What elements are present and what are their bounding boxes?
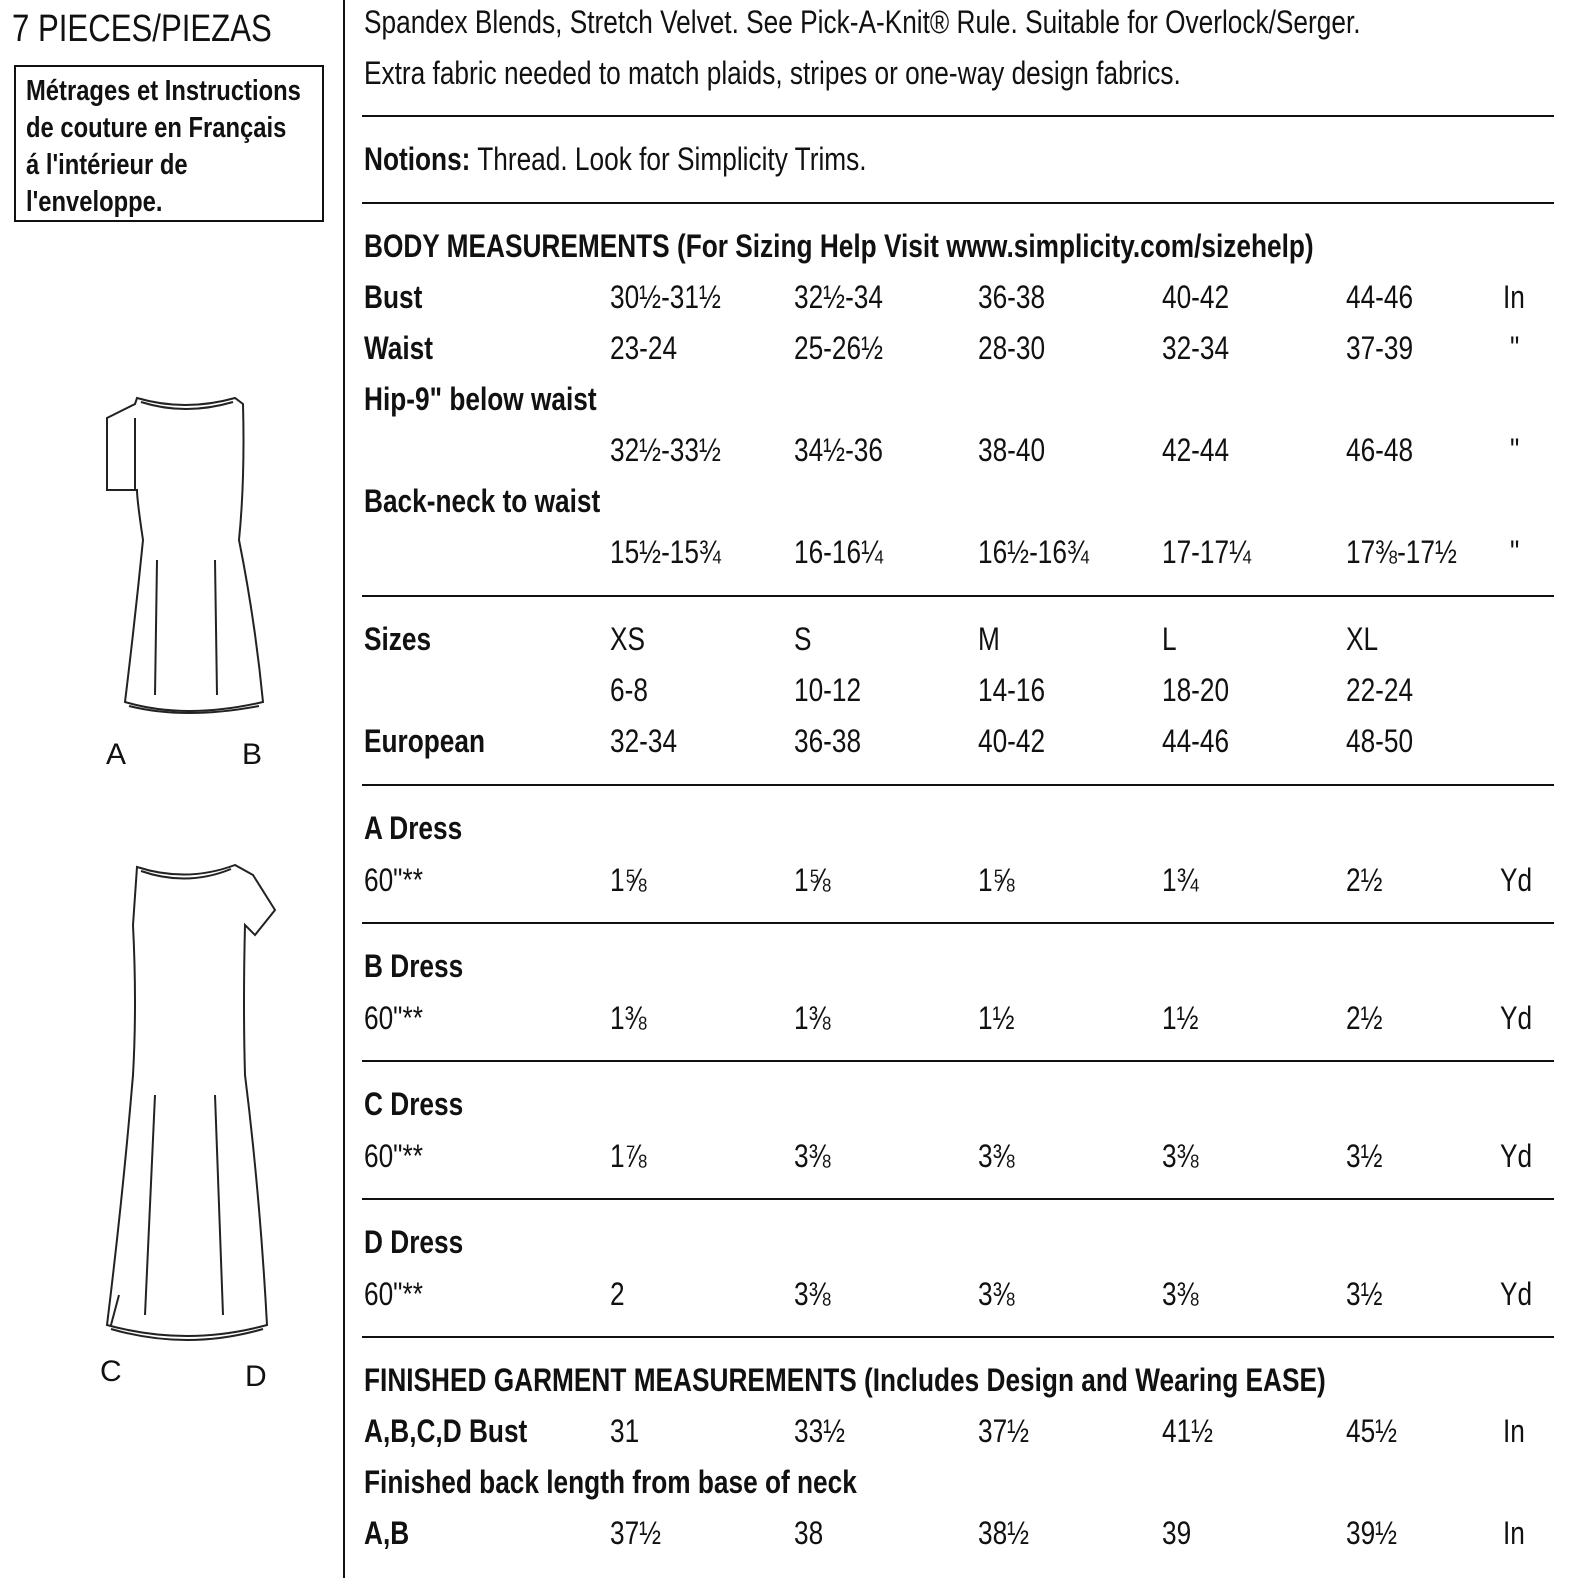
finished-bust-unit: In [1503,1413,1525,1449]
dress-yardage: 1⅝ [978,862,1015,898]
finished-bust-value: 33½ [794,1413,846,1449]
dress-yardage: 1¾ [1162,862,1199,898]
divider [362,1198,1554,1200]
finished-ab-value: 39 [1162,1515,1192,1551]
finished-bust-value: 31 [610,1413,640,1449]
finished-length-label: Finished back length from base of neck [364,1464,857,1500]
back-neck-unit: " [1510,534,1520,570]
view-label-c: C [100,1355,122,1388]
bust-value: 36-38 [978,279,1046,315]
size-letter: L [1162,621,1177,657]
waist-value: 32-34 [1162,330,1230,366]
view-label-b: B [242,738,263,771]
bust-label: Bust [364,279,423,315]
back-neck-value: 17⅜-17½ [1346,534,1457,570]
dress-yardage: 3⅜ [1162,1276,1199,1312]
dress-yardage: 1⅜ [610,1000,647,1036]
size-letter: S [794,621,812,657]
european-size: 40-42 [978,723,1046,759]
size-letter: XS [610,621,646,657]
waist-value: 25-26½ [794,330,883,366]
back-neck-value: 16-16¼ [794,534,883,570]
fabrics-line-2: Extra fabric needed to match plaids, stripes or one-way design fabrics. [364,55,1181,91]
finished-bust-value: 45½ [1346,1413,1398,1449]
dress-yardage: 3⅜ [794,1138,831,1174]
divider [362,784,1554,786]
waist-value: 28-30 [978,330,1046,366]
french-note-line: á l'intérieur de [26,149,188,181]
view-label-d: D [245,1360,267,1393]
finished-heading-rest: (Includes Design and Wearing EASE) [856,1362,1326,1398]
dress-yardage: 1⅝ [794,862,831,898]
finished-bust-label: A,B,C,D Bust [364,1413,528,1449]
dress-yardage: 2½ [1346,862,1383,898]
notions-line [364,143,867,175]
hip-value: 38-40 [978,432,1046,468]
notions-text: Thread. Look for Simplicity Trims. [470,141,867,177]
dress-yardage: 2½ [1346,1000,1383,1036]
french-note-line: l'enveloppe. [26,186,163,218]
waist-unit: " [1510,330,1520,366]
dress-yardage: 1⅞ [610,1138,647,1174]
fabrics-line-1: Spandex Blends, Stretch Velvet. See Pick-A-Knit® Rule. Suitable for Overlock/Serger. [364,4,1361,40]
bust-unit: In [1503,279,1525,315]
finished-bust-value: 41½ [1162,1413,1214,1449]
divider [362,922,1554,924]
hip-label: Hip-9" below waist [364,381,597,417]
finished-ab-unit: In [1503,1515,1525,1551]
dress-yardage: 3½ [1346,1138,1383,1174]
waist-value: 23-24 [610,330,678,366]
back-neck-label: Back-neck to waist [364,483,601,519]
european-size: 36-38 [794,723,862,759]
dress-yardage: 3⅜ [1162,1138,1199,1174]
european-size: 32-34 [610,723,678,759]
dress-fabric-width: 60"** [364,1138,423,1174]
size-number: 22-24 [1346,672,1414,708]
dress-yardage: 1⅝ [610,862,647,898]
finished-ab-value: 38 [794,1515,824,1551]
bust-value: 32½-34 [794,279,883,315]
dress-fabric-width: 60"** [364,1000,423,1036]
bust-value: 40-42 [1162,279,1230,315]
dress-unit: Yd [1500,1138,1533,1174]
pieces-count: 7 PIECES/PIEZAS [12,8,272,50]
dress-unit: Yd [1500,1000,1533,1036]
notions-label: Notions: [364,141,471,177]
size-number: 18-20 [1162,672,1230,708]
dress-yardage: 1½ [1162,1000,1199,1036]
european-label: European [364,723,486,759]
finished-ab-label: A,B [364,1515,410,1551]
divider [362,1336,1554,1338]
size-letter: XL [1346,621,1379,657]
finished-heading-bold: FINISHED GARMENT MEASUREMENTS [364,1362,857,1398]
hip-value: 42-44 [1162,432,1230,468]
sizes-label: Sizes [364,621,432,657]
divider [362,1060,1554,1062]
dress-yardage: 2 [610,1276,625,1312]
hip-value: 46-48 [1346,432,1414,468]
dress-ab-sketch-icon [95,390,280,720]
dress-title: A Dress [364,810,463,846]
divider [362,115,1554,117]
dress-fabric-width: 60"** [364,1276,423,1312]
dress-cd-sketch-icon [95,855,285,1355]
dress-yardage: 3⅜ [978,1276,1015,1312]
dress-yardage: 3⅜ [794,1276,831,1312]
dress-yardage: 1½ [978,1000,1015,1036]
body-measurements-heading: BODY MEASUREMENTS (For Sizing Help Visit www.simplicity.com/sizehelp) [364,228,1314,264]
dress-yardage: 3½ [1346,1276,1383,1312]
french-note-line: Métrages et Instructions [26,75,301,107]
back-neck-value: 15½-15¾ [610,534,721,570]
hip-value: 34½-36 [794,432,883,468]
waist-label: Waist [364,330,434,366]
dress-yardage: 1⅜ [794,1000,831,1036]
dress-title: C Dress [364,1086,464,1122]
dress-title: B Dress [364,948,464,984]
column-divider [343,0,345,1578]
european-size: 48-50 [1346,723,1414,759]
dress-fabric-width: 60"** [364,862,423,898]
divider [362,595,1554,597]
dress-unit: Yd [1500,862,1533,898]
size-number: 14-16 [978,672,1046,708]
french-note-line: de couture en Français [26,112,287,144]
french-instructions-box [14,65,324,222]
finished-ab-value: 38½ [978,1515,1030,1551]
waist-value: 37-39 [1346,330,1414,366]
divider [362,202,1554,204]
finished-ab-value: 37½ [610,1515,662,1551]
european-size: 44-46 [1162,723,1230,759]
hip-unit: " [1510,432,1520,468]
size-number: 6-8 [610,672,648,708]
bust-value: 30½-31½ [610,279,721,315]
size-number: 10-12 [794,672,862,708]
dress-title: D Dress [364,1224,464,1260]
finished-heading [364,1364,1326,1396]
finished-ab-value: 39½ [1346,1515,1398,1551]
hip-value: 32½-33½ [610,432,721,468]
size-letter: M [978,621,1000,657]
finished-bust-value: 37½ [978,1413,1030,1449]
back-neck-value: 17-17¼ [1162,534,1251,570]
dress-unit: Yd [1500,1276,1533,1312]
view-label-a: A [106,738,127,771]
bust-value: 44-46 [1346,279,1414,315]
back-neck-value: 16½-16¾ [978,534,1089,570]
dress-yardage: 3⅜ [978,1138,1015,1174]
